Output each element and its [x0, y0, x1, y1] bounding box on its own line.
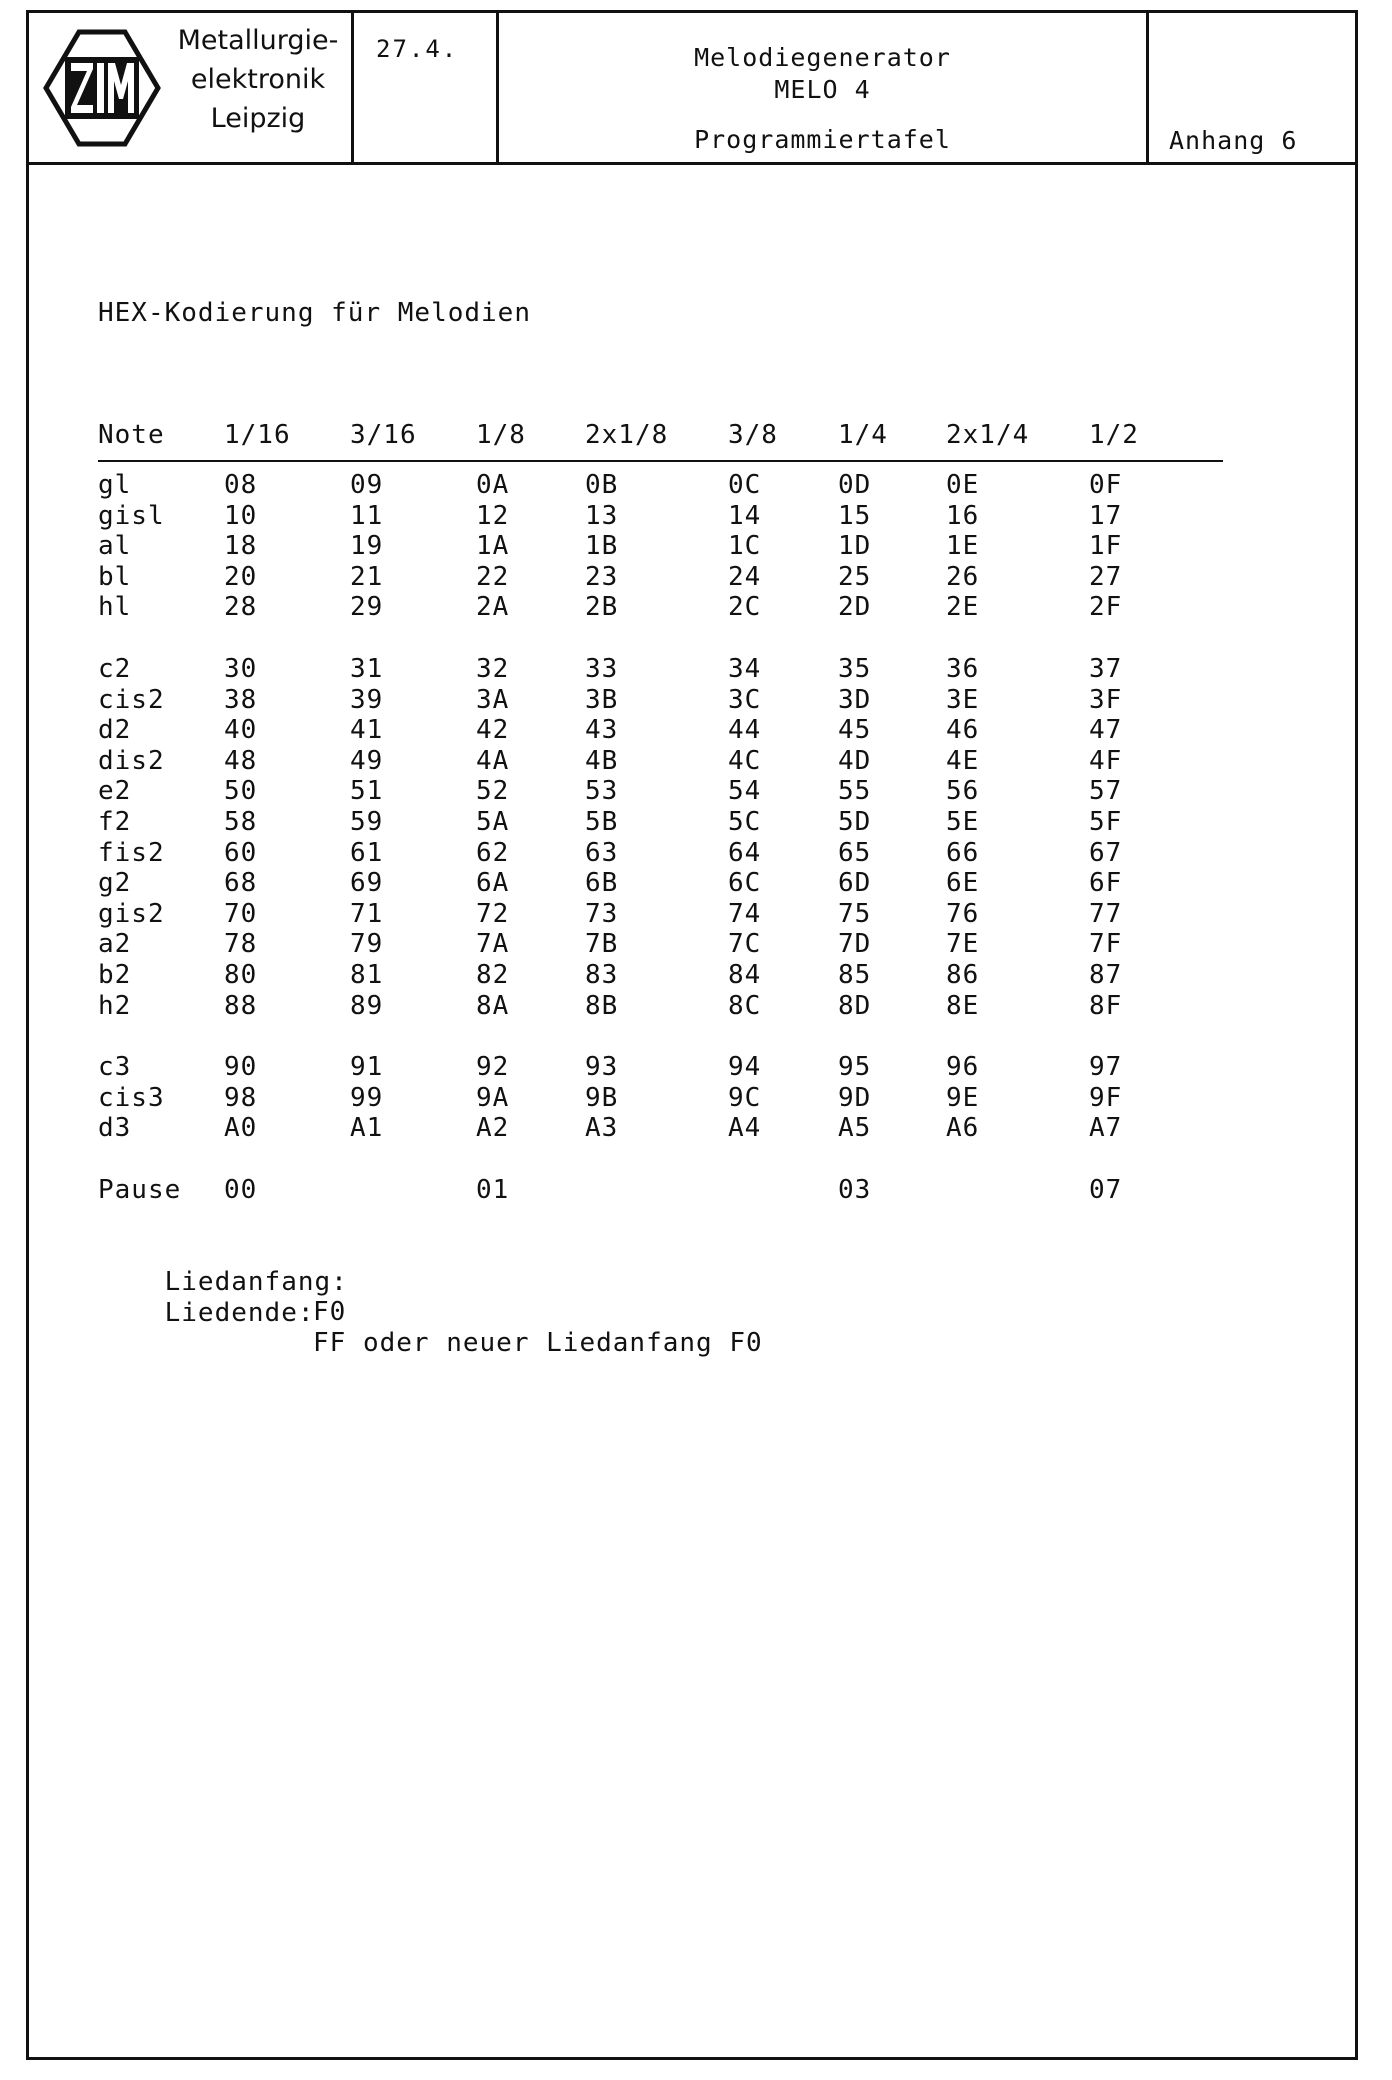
hex-code: 8F — [1089, 990, 1123, 1021]
hex-code: 82 — [476, 959, 510, 990]
hex-code: 7F — [1089, 929, 1123, 960]
hex-code: 5A — [476, 806, 510, 837]
hex-code: 32 — [476, 653, 510, 684]
hex-code: 50 — [224, 776, 258, 807]
hex-code: 2D — [838, 592, 872, 623]
hex-code: 7C — [728, 929, 762, 960]
hex-code: 55 — [838, 776, 872, 807]
note-name: d2 — [98, 715, 132, 746]
hex-code: 20 — [224, 561, 258, 592]
hex-code: 4E — [946, 745, 980, 776]
appendix-label: Anhang 6 — [1169, 126, 1298, 155]
hex-code: 03 — [838, 1174, 872, 1205]
hex-code: 42 — [476, 715, 510, 746]
hex-code: 87 — [1089, 959, 1123, 990]
document-title: Melodiegenerator — [694, 43, 951, 72]
hex-code: 2C — [728, 592, 762, 623]
note-name: dis2 — [98, 745, 165, 776]
hex-code: 68 — [224, 868, 258, 899]
hex-code: 1C — [728, 531, 762, 562]
hex-code: 25 — [838, 561, 872, 592]
hex-code: 3F — [1089, 684, 1123, 715]
column-header: 1/2 — [1089, 420, 1139, 450]
hex-code: 00 — [224, 1174, 258, 1205]
document-type: Programmiertafel — [694, 125, 951, 154]
hex-code: 83 — [585, 959, 619, 990]
hex-code: 7A — [476, 929, 510, 960]
hex-code: 15 — [838, 500, 872, 531]
hex-code: A7 — [1089, 1113, 1123, 1144]
hex-code: 78 — [224, 929, 258, 960]
hex-code: A4 — [728, 1113, 762, 1144]
hex-code: 49 — [350, 745, 384, 776]
group-spacer — [98, 1021, 1223, 1052]
hex-code: 46 — [946, 715, 980, 746]
hex-code: 7D — [838, 929, 872, 960]
hex-code: 9D — [838, 1082, 872, 1113]
hex-code: 3B — [585, 684, 619, 715]
table-row — [98, 592, 1223, 623]
table-row — [98, 868, 1223, 899]
hex-code: 8A — [476, 990, 510, 1021]
table-row — [98, 1052, 1223, 1083]
appendix-cell — [1149, 13, 1355, 162]
note-name: al — [98, 531, 132, 562]
hex-code: 39 — [350, 684, 384, 715]
note-label: Liedanfang: — [164, 1267, 348, 1297]
hex-code: 6B — [585, 868, 619, 899]
note-value: FF oder neuer Liedanfang F0 — [313, 1328, 763, 1358]
hex-code: 27 — [1089, 561, 1123, 592]
hex-code: 14 — [728, 500, 762, 531]
hex-code: 18 — [224, 531, 258, 562]
hex-code: 5C — [728, 806, 762, 837]
hex-code: 3E — [946, 684, 980, 715]
hex-code: 64 — [728, 837, 762, 868]
table-row — [98, 929, 1223, 960]
hex-code: 48 — [224, 745, 258, 776]
hex-code: 07 — [1089, 1174, 1123, 1205]
group-spacer — [98, 623, 1223, 654]
hex-code: 9C — [728, 1082, 762, 1113]
company-line: Metallurgie- — [177, 25, 339, 56]
title-block — [29, 13, 1355, 165]
note-name: g2 — [98, 868, 132, 899]
table-row — [98, 531, 1223, 562]
hex-code: 1A — [476, 531, 510, 562]
table-row — [98, 501, 1223, 532]
hex-code: 1F — [1089, 531, 1123, 562]
hex-code: 8E — [946, 990, 980, 1021]
table-header-row — [98, 420, 1223, 462]
hex-code: 63 — [585, 837, 619, 868]
hex-code: 51 — [350, 776, 384, 807]
hex-code: 26 — [946, 561, 980, 592]
hex-code: 2B — [585, 592, 619, 623]
note-name: bl — [98, 561, 132, 592]
hex-code: 8C — [728, 990, 762, 1021]
note-value: F0 — [313, 1297, 347, 1327]
hex-code: 71 — [350, 898, 384, 929]
hex-code: 59 — [350, 806, 384, 837]
hex-code: 11 — [350, 500, 384, 531]
hex-code: 38 — [224, 684, 258, 715]
hex-code: 0D — [838, 470, 872, 500]
hex-code: 60 — [224, 837, 258, 868]
hex-code: 2E — [946, 592, 980, 623]
hex-code: 61 — [350, 837, 384, 868]
column-header: Note — [98, 420, 165, 450]
group-spacer — [98, 1144, 1223, 1175]
hex-code: 89 — [350, 990, 384, 1021]
company-line: elektronik — [190, 64, 326, 95]
hex-code: 93 — [585, 1052, 619, 1083]
hex-code: 9A — [476, 1082, 510, 1113]
hex-code: 57 — [1089, 776, 1123, 807]
hex-code: 4D — [838, 745, 872, 776]
hex-code: 5B — [585, 806, 619, 837]
hex-code: 47 — [1089, 715, 1123, 746]
hex-code: 5D — [838, 806, 872, 837]
title-cell — [499, 13, 1149, 162]
hex-code: 67 — [1089, 837, 1123, 868]
document-subtitle: MELO 4 — [774, 75, 871, 104]
hex-code: 8D — [838, 990, 872, 1021]
hex-code: 33 — [585, 653, 619, 684]
hex-code: 6D — [838, 868, 872, 899]
hex-code: 24 — [728, 561, 762, 592]
note-name: f2 — [98, 806, 132, 837]
column-header: 3/8 — [728, 420, 778, 450]
hex-code: 9E — [946, 1082, 980, 1113]
note-name: c2 — [98, 653, 132, 684]
hex-code: 1E — [946, 531, 980, 562]
hex-code: 52 — [476, 776, 510, 807]
notes — [98, 1237, 763, 1358]
note-label: Liedende: — [164, 1298, 315, 1328]
hex-code: 53 — [585, 776, 619, 807]
document-date: 27.4. — [376, 35, 459, 63]
hex-code: 3A — [476, 684, 510, 715]
hex-code: 6E — [946, 868, 980, 899]
hex-code: 40 — [224, 715, 258, 746]
hex-code: 6C — [728, 868, 762, 899]
hex-code: 36 — [946, 653, 980, 684]
hex-code: 0C — [728, 470, 762, 500]
hex-code: 79 — [350, 929, 384, 960]
note-name: cis3 — [98, 1082, 165, 1113]
column-header: 3/16 — [350, 420, 417, 450]
note-name: b2 — [98, 959, 132, 990]
note-name: Pause — [98, 1174, 182, 1205]
table-row — [98, 838, 1223, 869]
hex-code: 9F — [1089, 1082, 1123, 1113]
hex-code: 62 — [476, 837, 510, 868]
hex-code: 85 — [838, 959, 872, 990]
note-name: a2 — [98, 929, 132, 960]
hex-code: 0F — [1089, 470, 1123, 500]
hex-code: 35 — [838, 653, 872, 684]
table-row — [98, 991, 1223, 1022]
column-header: 1/8 — [476, 420, 526, 450]
hex-code: 16 — [946, 500, 980, 531]
hex-code: 96 — [946, 1052, 980, 1083]
table-row — [98, 654, 1223, 685]
hex-code: 95 — [838, 1052, 872, 1083]
hex-code: 81 — [350, 959, 384, 990]
hex-code: 21 — [350, 561, 384, 592]
hex-code: 1D — [838, 531, 872, 562]
hex-code: 9B — [585, 1082, 619, 1113]
hex-code: 10 — [224, 500, 258, 531]
hex-code: 5E — [946, 806, 980, 837]
table-row — [98, 715, 1223, 746]
hex-code: 0E — [946, 470, 980, 500]
note-name: hl — [98, 592, 132, 623]
table-row — [98, 776, 1223, 807]
note-name: gisl — [98, 500, 165, 531]
hex-code: 0B — [585, 470, 619, 500]
hex-code: A2 — [476, 1113, 510, 1144]
hex-code: 1B — [585, 531, 619, 562]
table-row — [98, 1175, 1223, 1206]
hex-code: 77 — [1089, 898, 1123, 929]
note-name: gis2 — [98, 898, 165, 929]
hex-code: 97 — [1089, 1052, 1123, 1083]
hex-code: 4B — [585, 745, 619, 776]
note-name: e2 — [98, 776, 132, 807]
column-header: 1/4 — [838, 420, 888, 450]
hex-code: 90 — [224, 1052, 258, 1083]
hex-code: 31 — [350, 653, 384, 684]
hex-code: 41 — [350, 715, 384, 746]
table-row — [98, 960, 1223, 991]
hex-code: 19 — [350, 531, 384, 562]
table-row — [98, 470, 1223, 501]
hex-code: 7B — [585, 929, 619, 960]
hex-code: 17 — [1089, 500, 1123, 531]
hex-code: 01 — [476, 1174, 510, 1205]
hex-code: 6F — [1089, 868, 1123, 899]
hex-code: 43 — [585, 715, 619, 746]
table-row — [98, 1113, 1223, 1144]
section-heading: HEX-Kodierung für Melodien — [98, 298, 531, 328]
hex-code: 22 — [476, 561, 510, 592]
hex-code: 70 — [224, 898, 258, 929]
note-name: gl — [98, 470, 132, 500]
hex-code: 6A — [476, 868, 510, 899]
table-row — [98, 899, 1223, 930]
hex-code: 0A — [476, 470, 510, 500]
hex-code: 12 — [476, 500, 510, 531]
hex-code: 13 — [585, 500, 619, 531]
hex-code: 84 — [728, 959, 762, 990]
note-name: cis2 — [98, 684, 165, 715]
hex-code-table — [98, 420, 1223, 1205]
company-name — [167, 21, 349, 138]
hex-code: 4A — [476, 745, 510, 776]
hex-code: 69 — [350, 868, 384, 899]
hex-code: A5 — [838, 1113, 872, 1144]
hex-code: 4F — [1089, 745, 1123, 776]
hex-code: 3C — [728, 684, 762, 715]
hex-code: 30 — [224, 653, 258, 684]
hex-code: 58 — [224, 806, 258, 837]
hex-code: 8B — [585, 990, 619, 1021]
table-row — [98, 1083, 1223, 1114]
column-header: 2x1/4 — [946, 420, 1030, 450]
table-row — [98, 807, 1223, 838]
hex-code: 09 — [350, 470, 384, 500]
hex-code: 56 — [946, 776, 980, 807]
column-header: 1/16 — [224, 420, 291, 450]
note-name: h2 — [98, 990, 132, 1021]
hex-code: 34 — [728, 653, 762, 684]
hex-code: A1 — [350, 1113, 384, 1144]
hex-code: 23 — [585, 561, 619, 592]
table-row — [98, 685, 1223, 716]
hex-code: 92 — [476, 1052, 510, 1083]
hex-code: 74 — [728, 898, 762, 929]
note-song-end — [98, 1268, 763, 1358]
hex-code: 75 — [838, 898, 872, 929]
hex-code: 37 — [1089, 653, 1123, 684]
hex-code: 29 — [350, 592, 384, 623]
hex-code: 08 — [224, 470, 258, 500]
hex-code: 2A — [476, 592, 510, 623]
hex-code: 88 — [224, 990, 258, 1021]
hex-code: 54 — [728, 776, 762, 807]
hex-code: 44 — [728, 715, 762, 746]
table-row — [98, 562, 1223, 593]
zim-logo-icon — [43, 29, 161, 147]
hex-code: 98 — [224, 1082, 258, 1113]
hex-code: 28 — [224, 592, 258, 623]
company-line: Leipzig — [210, 103, 306, 134]
hex-code: 86 — [946, 959, 980, 990]
hex-code: A3 — [585, 1113, 619, 1144]
hex-code: 91 — [350, 1052, 384, 1083]
hex-code: 76 — [946, 898, 980, 929]
hex-code: 94 — [728, 1052, 762, 1083]
hex-code: 7E — [946, 929, 980, 960]
hex-code: 3D — [838, 684, 872, 715]
group-spacer — [98, 462, 1223, 470]
hex-code: 5F — [1089, 806, 1123, 837]
note-name: fis2 — [98, 837, 165, 868]
table-row — [98, 746, 1223, 777]
column-header: 2x1/8 — [585, 420, 669, 450]
hex-code: 65 — [838, 837, 872, 868]
note-name: c3 — [98, 1052, 132, 1083]
hex-code: 80 — [224, 959, 258, 990]
hex-code: 45 — [838, 715, 872, 746]
date-cell — [354, 13, 499, 162]
hex-code: 2F — [1089, 592, 1123, 623]
hex-code: 4C — [728, 745, 762, 776]
hex-code: A6 — [946, 1113, 980, 1144]
hex-code: 66 — [946, 837, 980, 868]
hex-code: A0 — [224, 1113, 258, 1144]
note-name: d3 — [98, 1113, 132, 1144]
hex-code: 73 — [585, 898, 619, 929]
hex-code: 72 — [476, 898, 510, 929]
hex-code: 99 — [350, 1082, 384, 1113]
company-cell — [29, 13, 354, 162]
